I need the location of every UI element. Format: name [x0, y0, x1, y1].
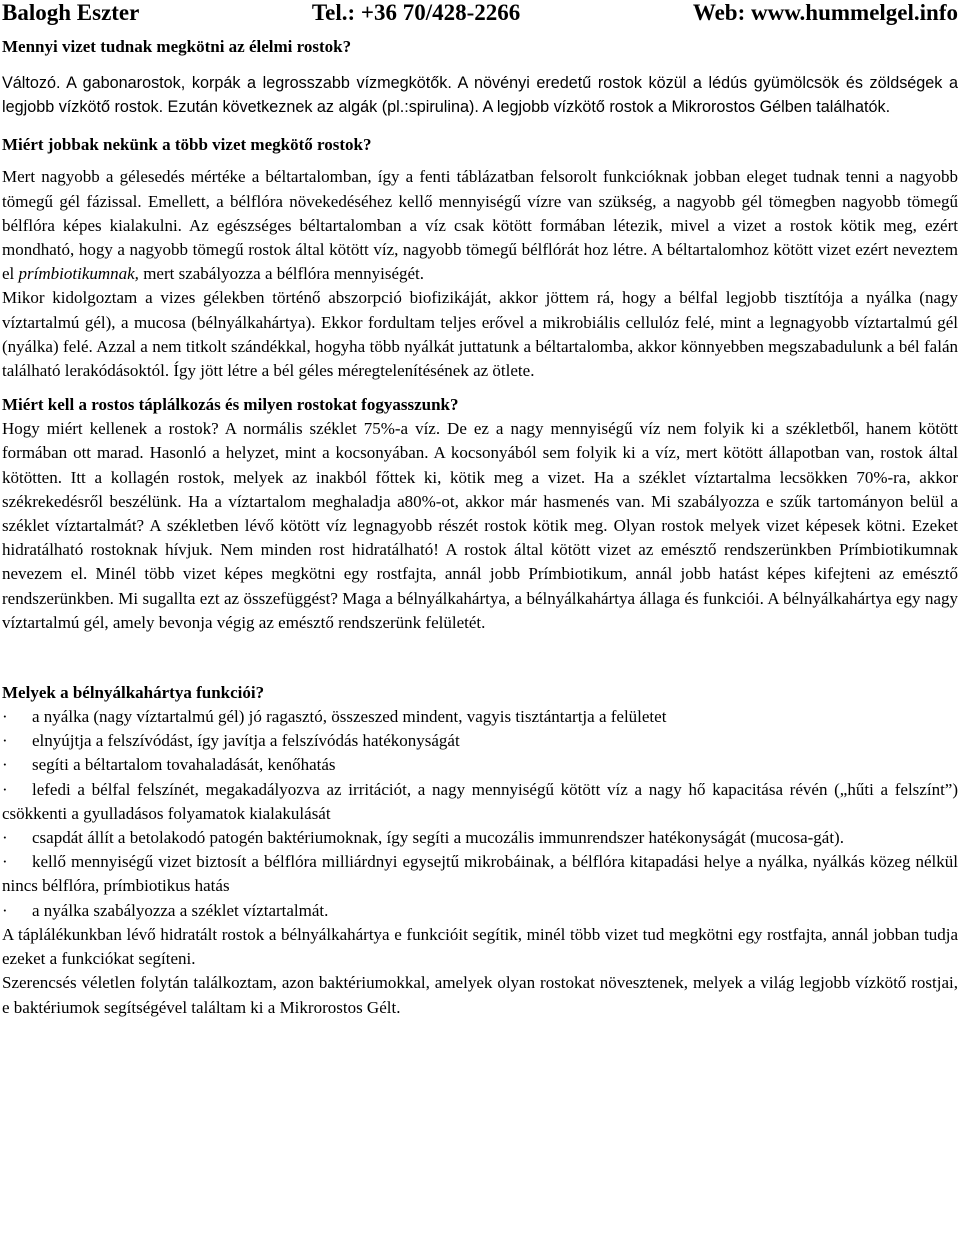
primbiotic-term: prímbiotikumnak, [18, 264, 139, 284]
question-heading-4: Melyek a bélnyálkahártya funkciói? [2, 683, 265, 703]
intro-paragraph: Változó. A gabonarostok, korpák a legrosszabb vízmegkötők. A növényi eredetű rostok közül a lédús gyümölcsök és zöldségek a legjobb vízkötő rostok. Ezután következnek az algák (pl.:spirulina). A legjobb vízkötő rostok a Mikrorostos Gélben találhatók. [2, 74, 958, 117]
list-item: · lefedi a bélfal felszínét, megakadályozva az irritációt, a nagy mennyiségű kötött víz a nagy hő kapacitása révén („hűti a felszínt”) csökkenti a gyulladásos folyamatok kialakulását [2, 779, 958, 823]
list-item: · kellő mennyiségű vizet biztosít a bélflóra milliárdnyi egysejtű mikrobáinak, a bélflóra kitapadási helye a nyálka, nyálkás közeg nélkül nincs bélflóra, prímbiotikus hatás [2, 852, 958, 896]
author-phone: Tel.: +36 70/428-2266 [311, 0, 521, 25]
author-name: Balogh Eszter [2, 0, 140, 25]
list-item: · segíti a béltartalom tovahaladását, kenőhatás [2, 753, 958, 777]
list-item: · a nyálka (nagy víztartalmú gél) jó ragasztó, összeszed mindent, vagyis tisztántartja a felületet [2, 705, 958, 729]
paragraph-hydrated-fibers: A táplálékunkban lévő hidratált rostok a bélnyálkahártya e funkcióit segítik, minél több vizet tud megkötni egy rostfajta, annál jobban tudja ezeket a funkciókat segíteni. [2, 924, 958, 969]
question-heading-3: Miért kell a rostos táplálkozás és milyen rostokat fogyasszunk? [2, 395, 459, 415]
bullet-icon: · [2, 731, 8, 751]
list-item: · csapdát állít a betolakodó patogén baktériumoknak, így segíti a mucozális immunrendszer hatékonyságát (mucosa-gát). [2, 826, 958, 850]
page-header [2, 0, 958, 26]
author-website: Web: www.hummelgel.info [692, 0, 958, 25]
bullet-icon: · [2, 828, 8, 848]
question-heading-2: Miért jobbak nekünk a több vizet megkötő rostok? [2, 135, 372, 155]
list-item: · elnyújtja a felszívódást, így javítja a felszívódás hatékonyságát [2, 729, 958, 753]
paragraph-primbiotic-part2: mert szabályozza a bélflóra mennyiségét. [138, 264, 425, 284]
paragraph-primbiotic-part1: Mert nagyobb a gélesedés mértéke a béltartalomban, így a fenti táblázatban felsorolt funkcióknak jobban eleget tudnak tenni a nagyobb tömegű gél fázissal. Emellett, a bélflóra növekedéséhez kellő mennyiségű vízre van szükség, a nagyobb gél tömegben nagyobb tömegű bélflóra képes kialakulni. Az egészséges béltartalomban a víz csak kötött formában létezik, mivel a vizet a rostok kötik meg, ezért mondható, hogy a nagyobb tömegű rostok által kötött víz, nagyobb tömegű bélflórát hoz létre. A béltartalomhoz kötött vizet ezért neveztem el [2, 167, 958, 284]
functions-list [2, 705, 958, 923]
bullet-icon: · [2, 779, 8, 799]
list-item: · a nyálka szabályozza a széklet víztartalmát. [2, 899, 958, 923]
paragraph-primbiotic [2, 165, 958, 286]
bullet-icon: · [2, 755, 8, 775]
bullet-icon: · [2, 707, 8, 727]
paragraph-mucosa: Mikor kidolgoztam a vizes gélekben történő abszorpció biofizikáját, akkor jöttem rá, hogy a bélfal legjobb tisztítója a nyálka (nagy víztartalmú gél), a mucosa (bélnyálkahártya). Ekkor fordultam teljes erővel a mikrobiális cellulóz felé, mint a legnagyobb víztartalmú gél (nyálka) felé. Azzal a nem titkolt szándékkal, hogyha több nyálkát juttatunk a béltartalomba, akkor könnyebben megszabadulunk a bél falán található lerakódásoktól. Így jött létre a bél géles méregtelenítésének az ötlete. [2, 288, 958, 381]
question-heading-1: Mennyi vizet tudnak megkötni az élelmi rostok? [2, 37, 352, 56]
bullet-icon: · [2, 900, 8, 920]
paragraph-fibers: Hogy miért kellenek a rostok? A normális széklet 75%-a víz. De ez a nagy mennyiségű víz nem folyik ki a székletből, hanem kötött formában ott marad. Hasonló a helyzet, mint a kocsonyában. A kocsonyából sem folyik ki a víz, mert kötött állapotban van, rostok által kötötten. Itt a kollagén rostok, melyek az inakból főttek ki, kötik meg a vizet. Ha a széklet víztartalma lecsökken 70%-ra, akkor székrekedésről beszélünk. Ha a víztartalom meghaladja a80%-ot, akkor már hasmenés van. Mi szabályozza e szűk tartományon belül a széklet víztartalmát? A székletben lévő kötött víz legnagyobb részét rostok kötik meg. Olyan rostok melyek vizet képesek kötni. Ezeket hidratálható rostoknak hívjuk. Nem minden rost hidratálható! A rostok által kötött vizet az emésztő rendszerünkben Prímbiotikumnak nevezem el. Minél több vizet képes megkötni egy rostfajta, annál jobb Prímbiotikum, annál jobb hatást képes kifejteni az emésztő rendszerünkben. Mi sugallta ezt az összefüggést? Maga a bélnyálkahártya, a bélnyálkahártya állaga és funkciói. A bélnyálkahártya egy nagy víztartalmú gél, amely bevonja végig az emésztő rendszerünk felületét. [2, 419, 958, 632]
paragraph-microfiber-gel: Szerencsés véletlen folytán találkoztam, azon baktériumokkal, amelyek olyan rostokat növesztenek, melyek a világ legjobb vízkötő rostjai, e baktériumok segítségével találtam ki a Mikrorostos Gélt. [2, 973, 958, 1017]
bullet-icon: · [2, 852, 8, 872]
